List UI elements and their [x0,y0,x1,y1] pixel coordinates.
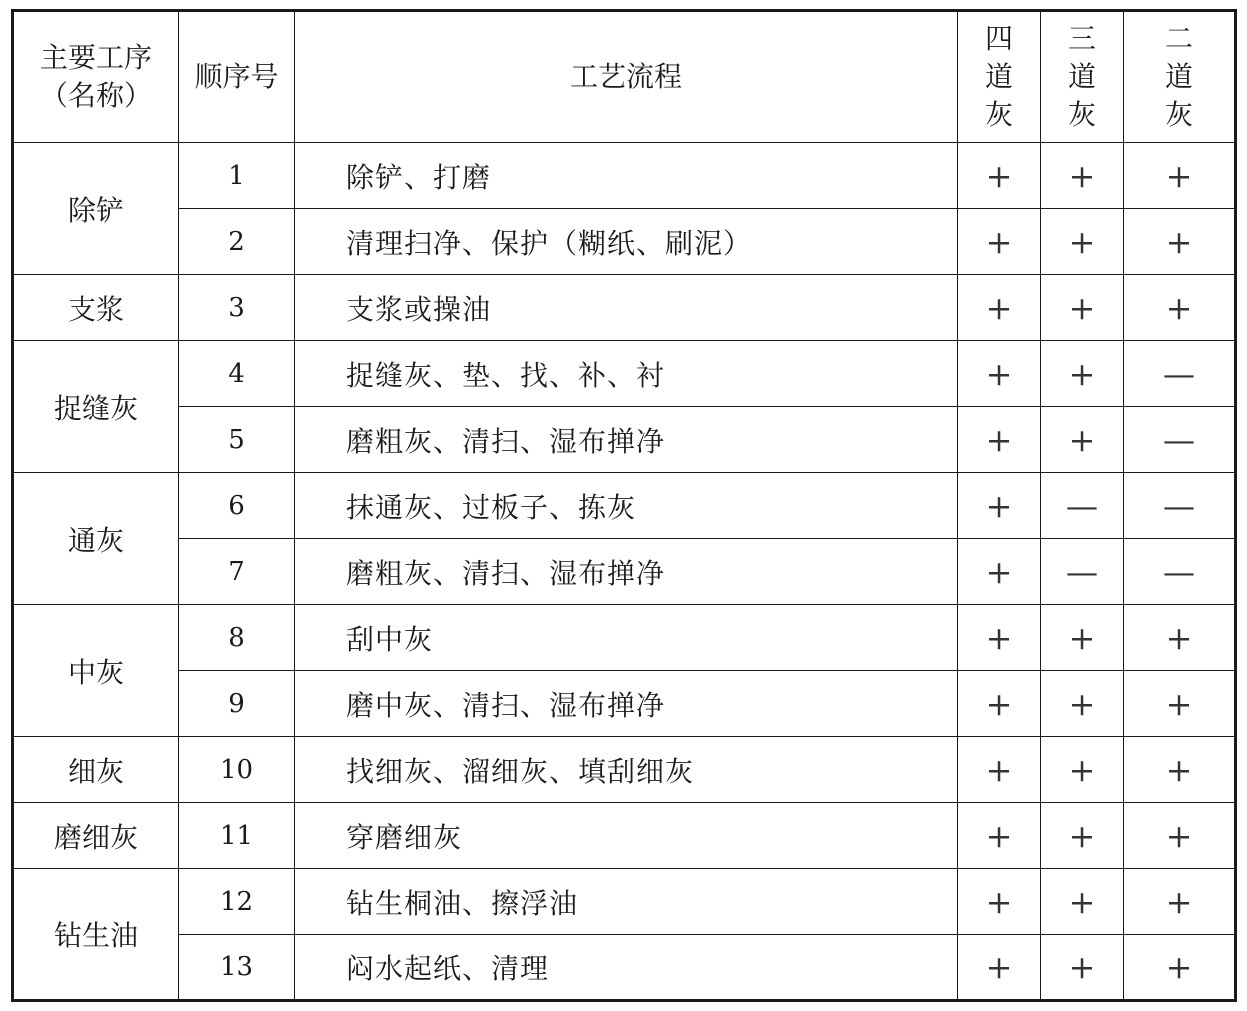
process-group-cell: 中灰 [13,605,179,737]
two-coats-mark: + [1124,935,1236,1001]
header-process-line2: （名称） [39,79,152,112]
table-row [13,407,1236,473]
seq-cell: 8 [179,605,295,671]
table-row [13,869,1236,935]
four-coats-mark: + [958,209,1041,275]
four-coats-mark: + [958,671,1041,737]
flow-cell: 刮中灰 [295,605,958,671]
table-row [13,605,1236,671]
two-coats-mark: + [1124,737,1236,803]
four-coats-mark: + [958,473,1041,539]
seq-cell: 4 [179,341,295,407]
three-coats-mark: + [1041,143,1124,209]
process-group-cell: 磨细灰 [13,803,179,869]
three-coats-mark: + [1041,209,1124,275]
seq-cell: 13 [179,935,295,1001]
process-group-cell: 钻生油 [13,869,179,1001]
table-row [13,935,1236,1001]
two-coats-mark: — [1124,407,1236,473]
table-row [13,341,1236,407]
flow-cell: 穿磨细灰 [295,803,958,869]
three-coats-mark: + [1041,341,1124,407]
flow-cell: 找细灰、溜细灰、填刮细灰 [295,737,958,803]
header-three-char-2: 道 [1067,60,1096,93]
flow-cell: 磨粗灰、清扫、湿布掸净 [295,539,958,605]
header-two-char-3: 灰 [1164,98,1193,131]
header-three-char-1: 三 [1067,22,1096,55]
three-coats-mark: + [1041,605,1124,671]
two-coats-mark: + [1124,671,1236,737]
three-coats-mark: + [1041,869,1124,935]
four-coats-mark: + [958,605,1041,671]
flow-cell: 清理扫净、保护（糊纸、刷泥） [295,209,958,275]
header-four-coats [958,11,1041,143]
seq-cell: 5 [179,407,295,473]
three-coats-mark: — [1041,473,1124,539]
two-coats-mark: + [1124,143,1236,209]
two-coats-mark: + [1124,605,1236,671]
process-group-cell: 支浆 [13,275,179,341]
header-seq: 顺序号 [179,11,295,143]
header-process-name [13,11,179,143]
seq-cell: 1 [179,143,295,209]
header-four-char-1: 四 [984,22,1013,55]
four-coats-mark: + [958,143,1041,209]
table-body [13,143,1236,1001]
seq-cell: 7 [179,539,295,605]
header-three-char-3: 灰 [1067,98,1096,131]
process-group-cell: 通灰 [13,473,179,605]
three-coats-mark: + [1041,671,1124,737]
two-coats-mark: + [1124,869,1236,935]
header-three-coats [1041,11,1124,143]
flow-cell: 捉缝灰、垫、找、补、衬 [295,341,958,407]
flow-cell: 支浆或操油 [295,275,958,341]
seq-cell: 2 [179,209,295,275]
table-row [13,671,1236,737]
four-coats-mark: + [958,803,1041,869]
two-coats-mark: — [1124,341,1236,407]
four-coats-mark: + [958,935,1041,1001]
header-process-line1: 主要工序 [39,41,152,74]
table-row [13,275,1236,341]
header-two-char-1: 二 [1164,22,1193,55]
seq-cell: 6 [179,473,295,539]
four-coats-mark: + [958,407,1041,473]
seq-cell: 10 [179,737,295,803]
flow-cell: 钻生桐油、擦浮油 [295,869,958,935]
seq-cell: 3 [179,275,295,341]
two-coats-mark: + [1124,803,1236,869]
three-coats-mark: — [1041,539,1124,605]
process-group-cell: 捉缝灰 [13,341,179,473]
seq-cell: 12 [179,869,295,935]
header-four-char-3: 灰 [984,98,1013,131]
table-row [13,473,1236,539]
table-row [13,539,1236,605]
process-group-cell: 除铲 [13,143,179,275]
header-four-char-2: 道 [984,60,1013,93]
table-row [13,143,1236,209]
header-row [13,11,1236,143]
flow-cell: 抹通灰、过板子、拣灰 [295,473,958,539]
process-table [11,9,1237,1002]
four-coats-mark: + [958,275,1041,341]
three-coats-mark: + [1041,737,1124,803]
process-group-cell: 细灰 [13,737,179,803]
four-coats-mark: + [958,341,1041,407]
table-row [13,209,1236,275]
two-coats-mark: + [1124,275,1236,341]
two-coats-mark: — [1124,473,1236,539]
four-coats-mark: + [958,737,1041,803]
flow-cell: 除铲、打磨 [295,143,958,209]
flow-cell: 磨粗灰、清扫、湿布掸净 [295,407,958,473]
seq-cell: 9 [179,671,295,737]
table-row [13,803,1236,869]
header-flow: 工艺流程 [295,11,958,143]
seq-cell: 11 [179,803,295,869]
header-two-coats [1124,11,1236,143]
two-coats-mark: + [1124,209,1236,275]
flow-cell: 磨中灰、清扫、湿布掸净 [295,671,958,737]
three-coats-mark: + [1041,275,1124,341]
three-coats-mark: + [1041,803,1124,869]
four-coats-mark: + [958,869,1041,935]
four-coats-mark: + [958,539,1041,605]
three-coats-mark: + [1041,935,1124,1001]
header-two-char-2: 道 [1164,60,1193,93]
flow-cell: 闷水起纸、清理 [295,935,958,1001]
three-coats-mark: + [1041,407,1124,473]
table-row [13,737,1236,803]
two-coats-mark: — [1124,539,1236,605]
